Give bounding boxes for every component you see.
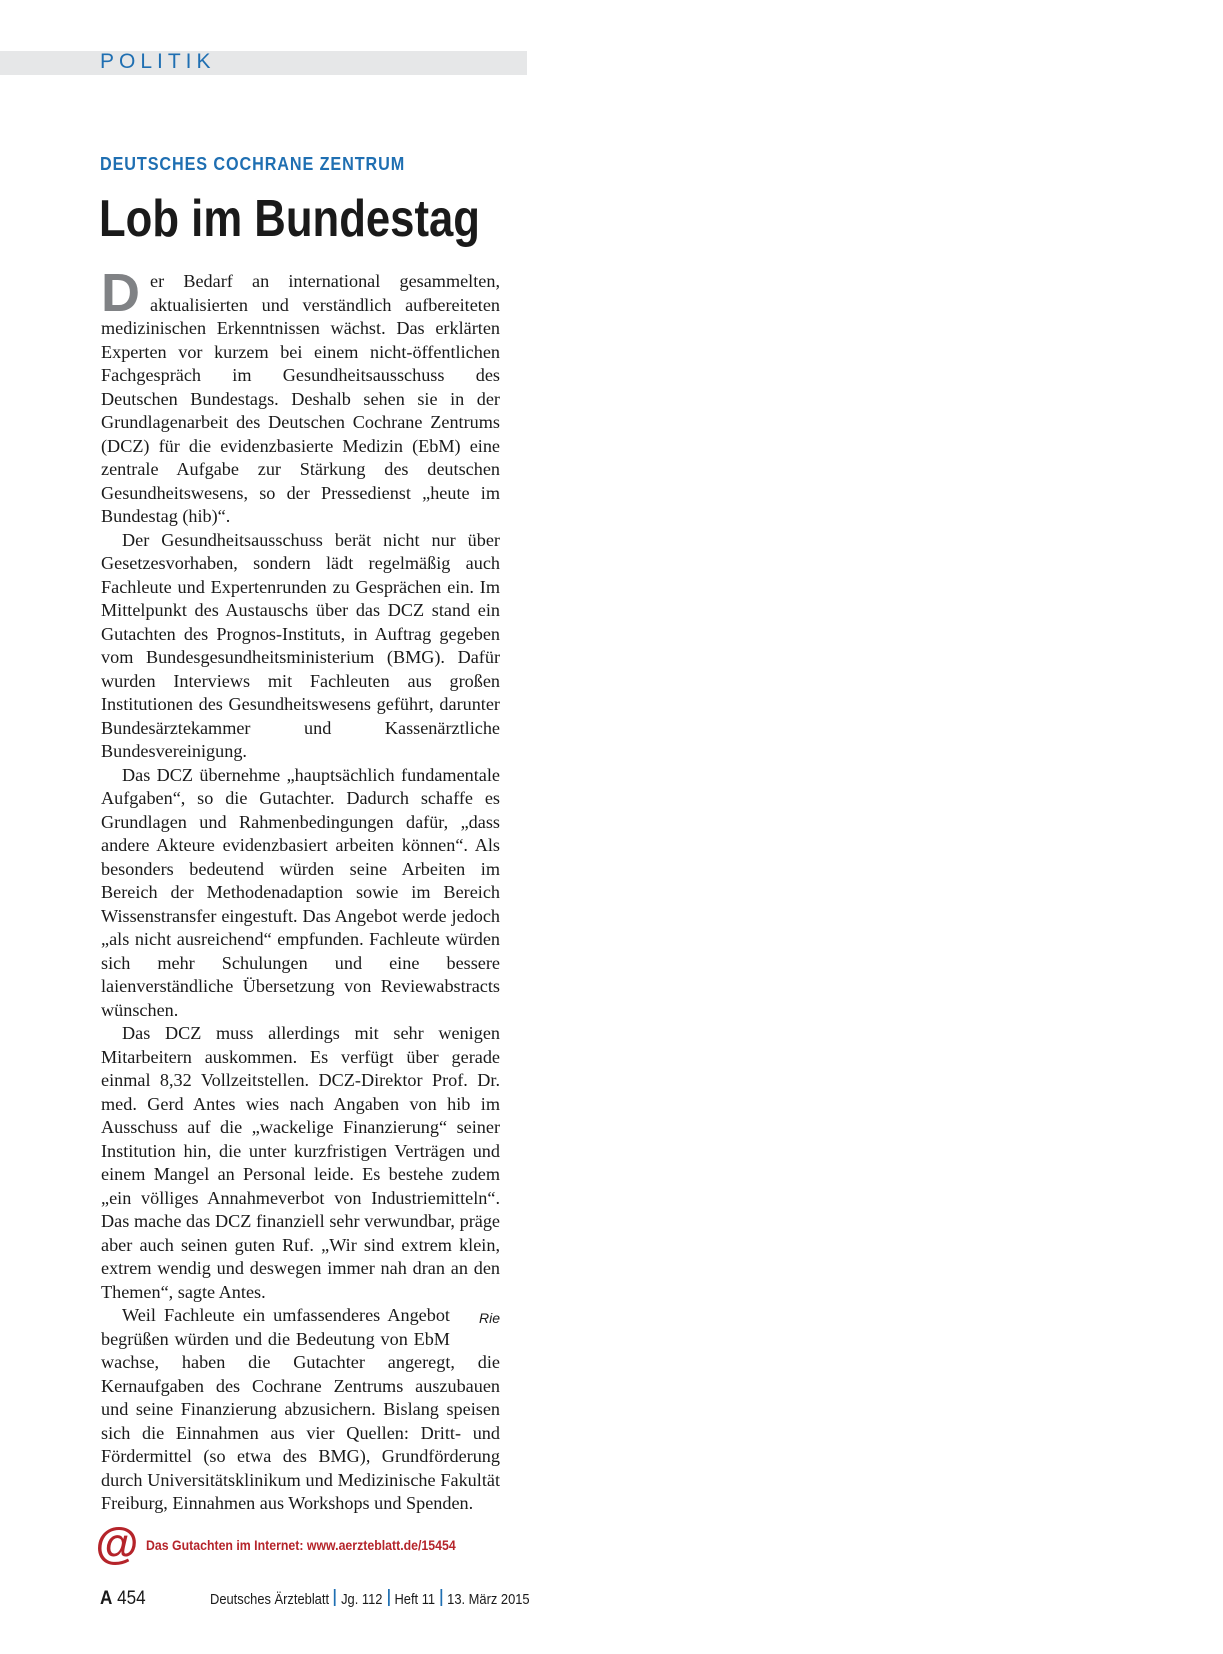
web-reference-link[interactable]: Das Gutachten im Internet: www.aerzteblatt.de/15454: [146, 1537, 456, 1553]
author-byline: Rie: [478, 1310, 500, 1326]
article-paragraph: [101, 1304, 500, 1516]
paragraph-text: Weil Fachleute ein umfassenderes Angebot begrüßen würden und die Bedeutung von EbM wachse, haben die Gutachter angeregt, die Kernaufgaben des Cochrane Zentrums auszubauen und seine Finanzierung abzusichern. Bislang speisen sich die Einnahmen aus vier Quellen: Dritt- und Fördermittel (so etwa des BMG), Grundförderung durch Universitätsklinikum und Medizinische Fakultät Freiburg, Einnahmen aus Workshops und Spenden.: [101, 1305, 500, 1513]
footer-separator: [440, 1589, 442, 1606]
article-paragraph: Das DCZ muss allerdings mit sehr wenigen Mitarbeitern auskommen. Es verfügt über gerade einmal 8,32 Vollzeitstellen. DCZ-Direktor Prof. Dr. med. Gerd Antes wies nach Angaben von hib im Ausschuss auf die „wackelige Finanzierung“ seiner Institution hin, die unter kurzfristigen Verträgen und einem Mangel an Personal leide. Es bestehe zudem „ein völliges Annahmeverbot von Industriemitteln“. Das mache das DCZ finanziell sehr verwundbar, präge aber auch seinen guten Ruf. „Wir sind extrem klein, extrem wendig und deswegen immer nah dran an den Themen“, sagte Antes.: [101, 1023, 500, 1302]
paragraph-text: er Bedarf an international gesammelten, aktualisierten und verständlich aufbereiteten medizinischen Erkenntnissen wächst. Das erklärten Experten vor kurzem bei einem nicht-öffentlichen Fachgespräch im Gesundheitsausschuss des Deutschen Bundestags. Deshalb sehen sie in der Grundlagenarbeit des Deutschen Cochrane Zentrums (DCZ) für die evidenzbasierte Medizin (EbM) eine zentrale Aufgabe zur Stärkung des deutschen Gesundheitswesens, so der Pressedienst „heute im Bundestag (hib)“.: [101, 271, 500, 526]
drop-cap: D: [101, 263, 140, 323]
footer-separator: [334, 1589, 336, 1606]
svg-text:@: @: [96, 1524, 138, 1566]
journal-date: 13. März 2015: [447, 1591, 530, 1608]
page-number: [100, 1588, 146, 1610]
journal-volume: Jg. 112: [341, 1591, 383, 1608]
footer-separator: [388, 1589, 390, 1606]
journal-name: Deutsches Ärzteblatt: [210, 1591, 330, 1608]
article-paragraph: [101, 263, 500, 529]
journal-issue: Heft 11: [394, 1591, 436, 1608]
article-body: [101, 263, 500, 1516]
at-sign-icon: [96, 1524, 138, 1566]
section-header-bar: [0, 51, 527, 75]
article-kicker: DEUTSCHES COCHRANE ZENTRUM: [100, 154, 406, 174]
page-prefix: A: [100, 1588, 113, 1609]
journal-footer: [210, 1589, 530, 1608]
section-label: POLITIK: [100, 50, 216, 73]
page-number-value: 454: [117, 1588, 146, 1609]
article-paragraph: Der Gesundheitsausschuss berät nicht nur über Gesetzesvorhaben, sondern lädt regelmäßig auch Fachleute und Expertenrunden zu Gesprächen ein. Im Mittelpunkt des Austauschs über das DCZ stand ein Gutachten des Prognos-Instituts, in Auftrag gegeben vom Bundesgesundheitsministerium (BMG). Dafür wurden Interviews mit Fachleuten aus großen Institutionen des Gesundheitswesens geführt, darunter Bundesärztekammer und Kassenärztliche Bundesvereinigung.: [101, 529, 500, 761]
article-paragraph: Das DCZ übernehme „hauptsächlich fundamentale Aufgaben“, so die Gutachter. Dadurch schaffe es Grundlagen und Rahmenbedingungen dafür, „dass andere Akteure evidenzbasiert arbeiten können“. Als besonders bedeutend würden seine Arbeiten im Bereich der Methodenadaption sowie im Bereich Wissenstransfer eingestuft. Das Angebot werde jedoch „als nicht ausreichend“ empfunden. Fachleute würden sich mehr Schulungen und eine bessere laienverständliche Übersetzung von Reviewabstracts wünschen.: [101, 764, 500, 1020]
article-headline: Lob im Bundestag: [99, 190, 480, 248]
